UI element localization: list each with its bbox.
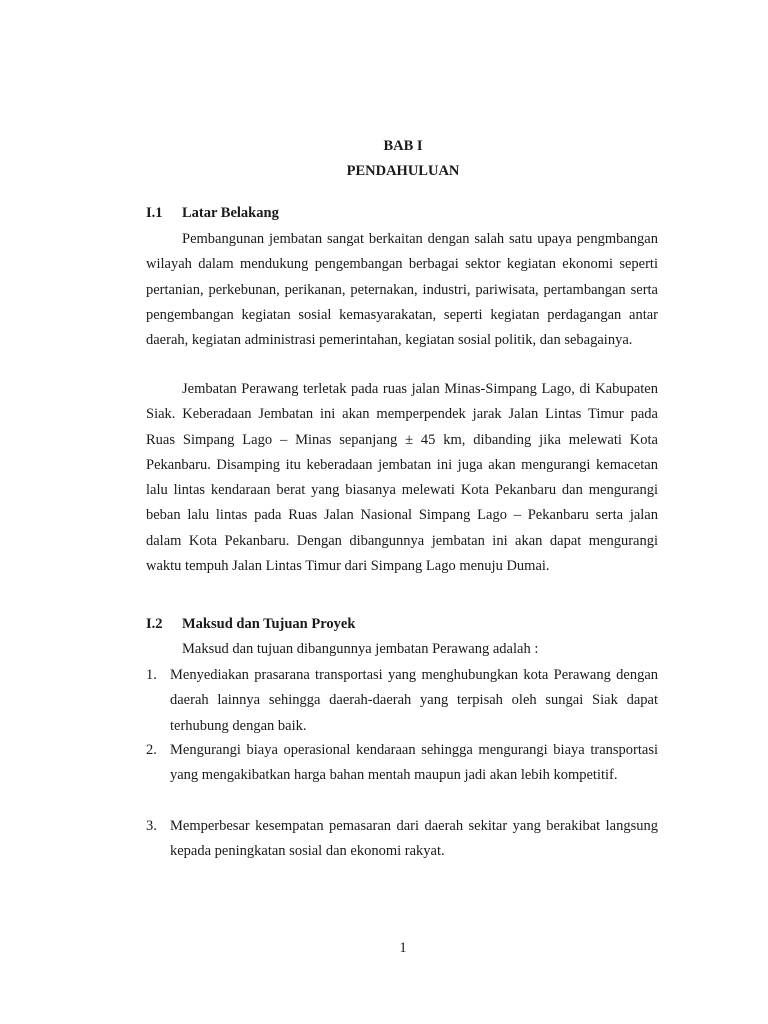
list-marker: 3. <box>146 818 157 834</box>
paragraph-1: Pembangunan jembatan sangat berkaitan dengan salah satu upaya pengmbangan wilayah dalam mendukung pengembangan berbagai sektor kegiatan ekonomi seperti pertanian, perkebunan, perikanan, peternakan, industri, pariwisata, pertambangan serta pengembangan kegiatan sosial kemasyarakatan, seperti kegiatan perdagangan antar daerah, kegiatan administrasi pemerintahan, kegiatan sosial politik, dan sebagainya. <box>146 231 658 349</box>
section-intro: Maksud dan tujuan dibangunnya jembatan Perawang adalah : <box>182 641 539 657</box>
page-number: 1 <box>399 940 407 956</box>
list-marker: 1. <box>146 667 157 683</box>
chapter-number: BAB I <box>383 138 423 154</box>
list-item-text: Mengurangi biaya operasional kendaraan sehingga mengurangi biaya transportasi yang mengakibatkan harga bahan mentah maupun jadi akan lebih kompetitif. <box>170 742 658 784</box>
chapter-title: PENDAHULUAN <box>346 163 460 179</box>
section-title: Maksud dan Tujuan Proyek <box>182 616 356 632</box>
section-number: I.1 <box>146 205 163 221</box>
paragraph-2: Jembatan Perawang terletak pada ruas jalan Minas-Simpang Lago, di Kabupaten Siak. Keberadaan Jembatan ini akan memperpendek jarak Jalan Lintas Timur pada Ruas Simpang Lago – Minas sepanjang ± 45 km, dibanding jika melewati Kota Pekanbaru. Disamping itu keberadaan jembatan ini juga akan mengurangi kemacetan lalu lintas kendaraan berat yang biasanya melewati Kota Pekanbaru dan mengurangi beban lalu lintas pada Ruas Jalan Nasional Simpang Lago – Pekanbaru serta jalan dalam Kota Pekanbaru. Dengan dibangunnya jembatan ini akan dapat mengurangi waktu tempuh Jalan Lintas Timur dari Simpang Lago menuju Dumai. <box>146 381 658 575</box>
list-item-1 <box>146 663 658 739</box>
section-title: Latar Belakang <box>182 205 279 221</box>
list-item-text: Menyediakan prasarana transportasi yang menghubungkan kota Perawang dengan daerah lainnya sehingga daerah-daerah yang terpisah oleh sungai Siak dapat terhubung dengan baik. <box>170 667 658 734</box>
section-number: I.2 <box>146 616 163 632</box>
section-heading-2 <box>146 614 355 634</box>
list-item-3 <box>146 814 658 865</box>
list-item-text: Memperbesar kesempatan pemasaran dari daerah sekitar yang berakibat langsung kepada peningkatan sosial dan ekonomi rakyat. <box>170 818 658 860</box>
list-item-2 <box>146 738 658 789</box>
list-marker: 2. <box>146 742 157 758</box>
section-heading-1 <box>146 203 279 223</box>
